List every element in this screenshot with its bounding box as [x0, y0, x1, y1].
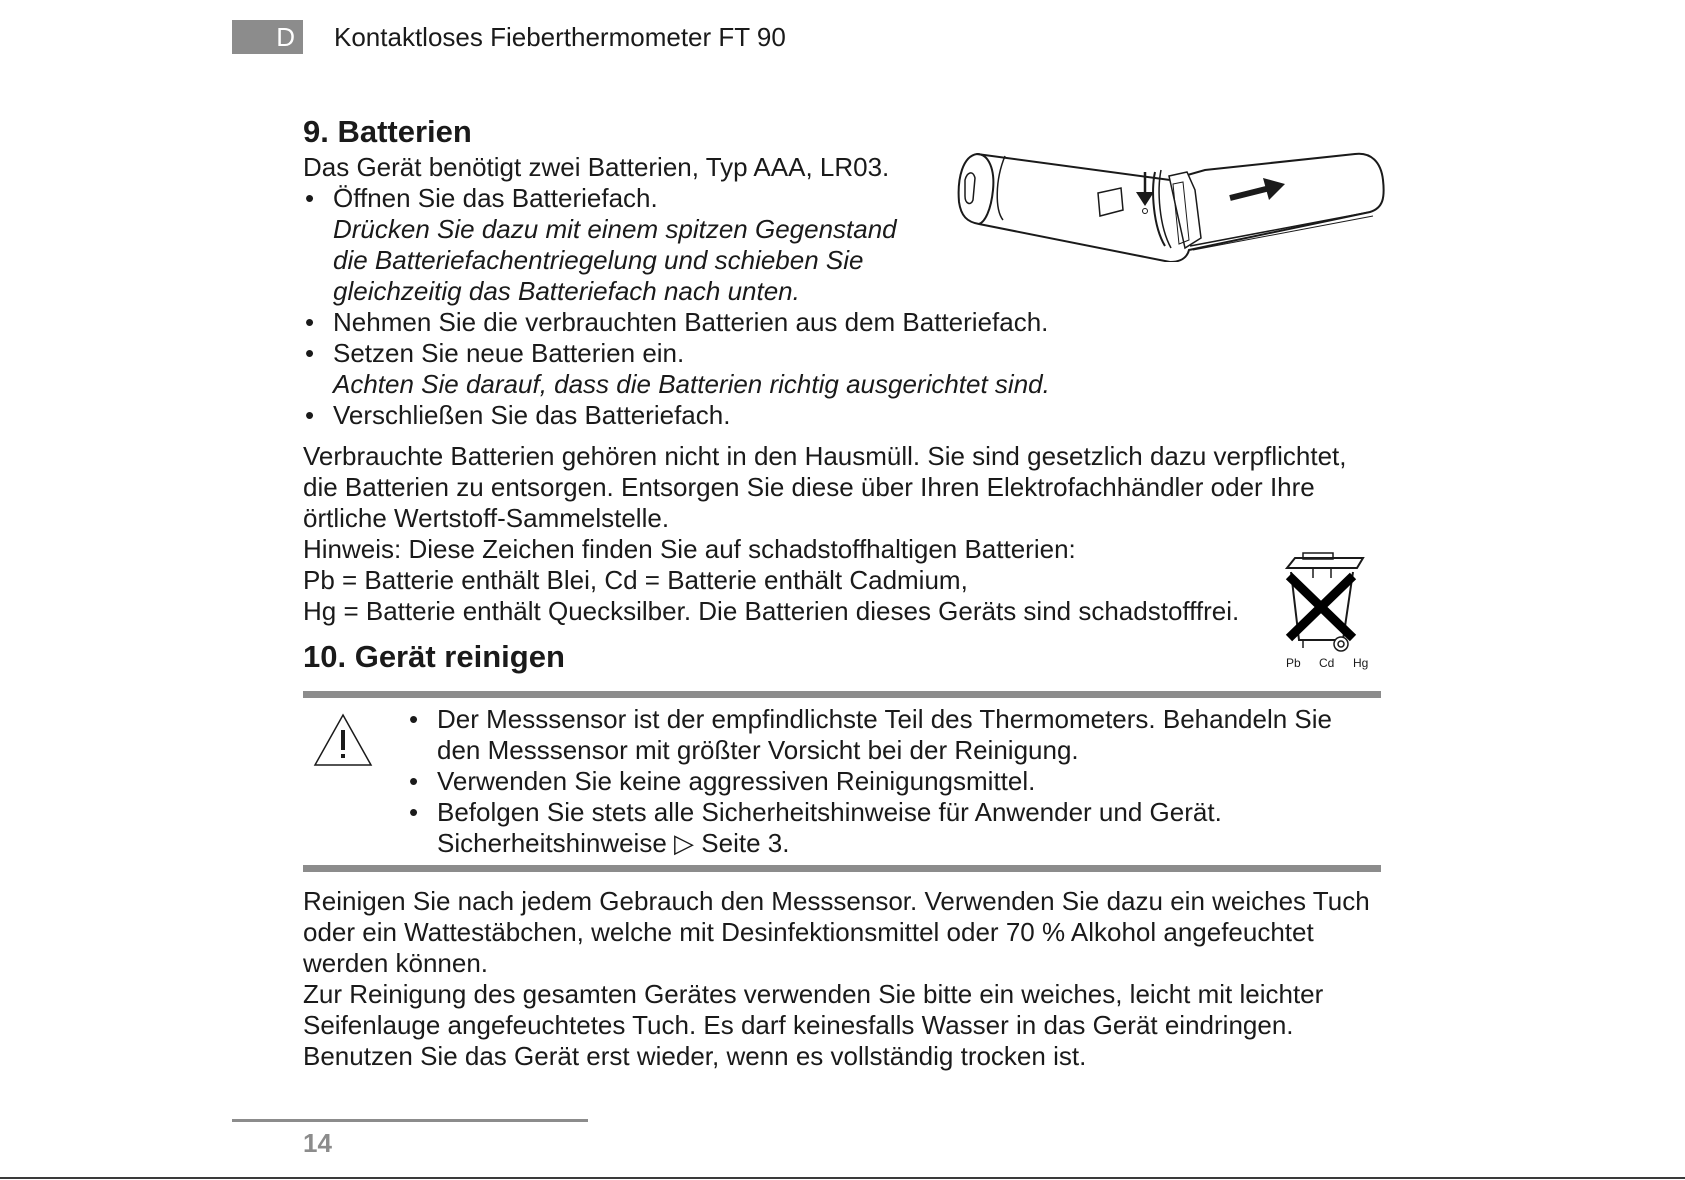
battery-step-open-text: • Öffnen Sie das Batteriefach.	[333, 183, 658, 213]
battery-step-insert	[303, 338, 1381, 400]
symbol-label-cd: Cd	[1319, 656, 1335, 670]
document-title: Kontaktloses Fieberthermometer FT 90	[334, 21, 786, 52]
safety-reference-page: Seite 3.	[701, 828, 790, 858]
battery-step-remove-text: • Nehmen Sie die verbrauchten Batterien aus dem Batteriefach.	[333, 307, 1049, 337]
warning-triangle-icon	[312, 712, 374, 768]
battery-hint-line-1: Hinweis: Diese Zeichen finden Sie auf schadstoffhaltigen Batterien:	[303, 534, 1076, 564]
safety-reference-label: Sicherheitshinweise	[437, 828, 667, 858]
safety-reference	[437, 828, 1381, 859]
page-bottom-edge	[0, 1177, 1685, 1179]
section-10-heading: 10. Gerät reinigen	[303, 639, 565, 674]
battery-step-open	[303, 183, 1381, 307]
cleaning-warning-list	[407, 704, 1381, 859]
battery-step-open-note: Drücken Sie dazu mit einem spitzen Gegenstand die Batteriefachentriegelung und schieben Sie gleichzeitig das Batteriefach nach unten.	[333, 214, 897, 306]
warning-item-sensor: • Der Messsensor ist der empfindlichste Teil des Thermometers. Behandeln Sie den Messsensor mit größter Vorsicht bei der Reinigung.	[407, 704, 1381, 766]
battery-disposal-text: Verbrauchte Batterien gehören nicht in den Hausmüll. Sie sind gesetzlich dazu verpflichtet, die Batterien zu entsorgen. Entsorgen Sie diese über Ihren Elektrofachhändler oder Ihre örtliche Wertstoff-Sammelstelle.	[303, 441, 1347, 533]
battery-step-close-text: • Verschließen Sie das Batteriefach.	[333, 400, 731, 430]
battery-intro: Das Gerät benötigt zwei Batterien, Typ AAA, LR03.	[303, 152, 890, 182]
page-header	[232, 20, 786, 54]
battery-hint-line-2: Pb = Batterie enthält Blei, Cd = Batterie enthält Cadmium,	[303, 565, 968, 595]
cleaning-paragraph-device: Zur Reinigung des gesamten Gerätes verwenden Sie bitte ein weiches, leicht mit leichter Seifenlauge angefeuchtetes Tuch. Es darf keinesfalls Wasser in das Gerät eindringen. Benutzen Sie das Gerät erst wieder, wenn es vollständig trocken ist.	[303, 979, 1324, 1071]
battery-step-close	[303, 400, 1381, 431]
battery-step-insert-text: • Setzen Sie neue Batterien ein.	[333, 338, 685, 368]
page-number: 14	[303, 1128, 332, 1158]
page-content	[303, 112, 1381, 1072]
cleaning-paragraph-sensor: Reinigen Sie nach jedem Gebrauch den Messsensor. Verwenden Sie dazu ein weiches Tuch oder ein Wattestäbchen, welche mit Desinfektionsmittel oder 70 % Alkohol angefeuchtet werden können.	[303, 886, 1370, 978]
section-9-heading: 9. Batterien	[303, 114, 472, 149]
warning-icon-wrapper	[303, 704, 407, 859]
battery-step-remove	[303, 307, 1381, 338]
symbol-label-pb: Pb	[1286, 656, 1301, 670]
cleaning-warning-box	[303, 691, 1381, 872]
battery-step-insert-note: Achten Sie darauf, dass die Batterien richtig ausgerichtet sind.	[333, 369, 1050, 399]
battery-hint-line-3: Hg = Batterie enthält Quecksilber. Die Batterien dieses Geräts sind schadstofffrei.	[303, 596, 1240, 626]
battery-steps-list	[303, 183, 1381, 431]
warning-item-safety-text: • Befolgen Sie stets alle Sicherheitshinweise für Anwender und Gerät.	[437, 797, 1222, 827]
footer-divider	[232, 1119, 588, 1122]
reference-arrow-icon: ▷	[674, 828, 695, 858]
language-tab: D	[232, 20, 303, 54]
symbol-label-hg: Hg	[1353, 656, 1369, 670]
warning-item-cleaners: • Verwenden Sie keine aggressiven Reinigungsmittel.	[407, 766, 1381, 797]
warning-item-safety	[407, 797, 1381, 859]
